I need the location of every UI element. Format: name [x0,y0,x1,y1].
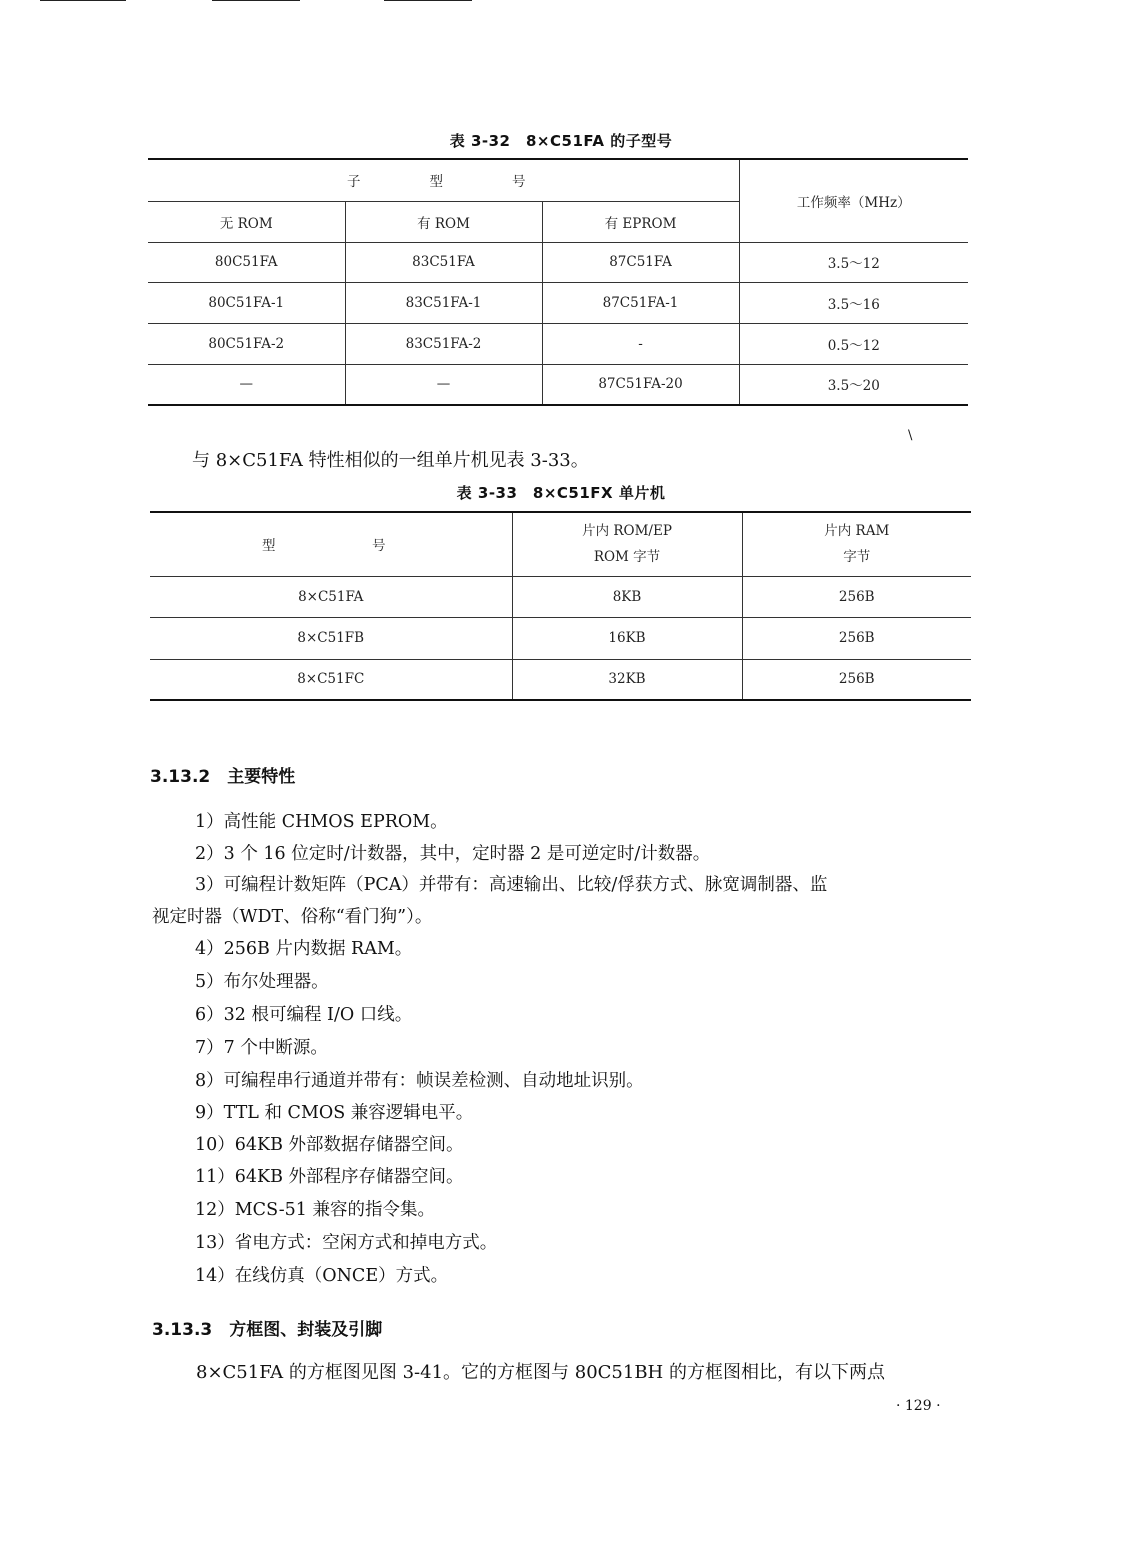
table-row [150,617,971,659]
column-header: 有 EPROM [542,201,739,242]
table-3-32-caption: 表 3-32 8×C51FA 的子型号 [449,132,673,150]
list-item: 12）MCS-51 兼容的指令集。 [195,1200,435,1220]
table-cell: 8×C51FB [150,617,512,659]
table-row [148,242,968,282]
list-item: 9）TTL 和 CMOS 兼容逻辑电平。 [195,1103,474,1123]
table-row [150,576,971,617]
table-cell: 87C51FA-20 [542,364,739,405]
page-number: · 129 · [896,1398,941,1414]
table-cell: — [345,364,542,405]
list-item: 13）省电方式：空闲方式和掉电方式。 [195,1233,498,1253]
frequency-header: 工作频率（MHz） [796,194,911,211]
table-cell: 256B [742,659,971,700]
rom-header: 片内 ROM/EP ROM 字节 [512,512,742,576]
table-cell: 256B [742,617,971,659]
stray-mark: \ [908,428,913,443]
table-row [148,323,968,364]
list-item: 5）布尔处理器。 [195,972,329,992]
table-cell: 8KB [512,576,742,617]
list-item: 4）256B 片内数据 RAM。 [195,939,413,959]
table-cell: 3.5～12 [739,242,968,282]
scan-mark [40,0,126,1]
table-3-32 [148,158,968,406]
body-paragraph: 8×C51FA 的方框图见图 3-41。它的方框图与 80C51BH 的方框图相比，有以下两点 [196,1362,885,1383]
list-item: 2）3 个 16 位定时/计数器，其中，定时器 2 是可逆定时/计数器。 [195,844,711,864]
table-cell: 0.5～12 [739,323,968,364]
scan-mark [384,0,472,1]
table-cell: 83C51FA-2 [345,323,542,364]
section-heading-3-13-3: 3.13.3 方框图、封装及引脚 [152,1320,383,1340]
table-cell: 3.5～16 [739,282,968,323]
table-cell: 32KB [512,659,742,700]
model-header: 型 号 [150,512,512,576]
list-item: 3）可编程计数矩阵（PCA）并带有：高速输出、比较/俘获方式、脉宽调制器、监 [195,875,828,895]
list-item: 视定时器（WDT、俗称“看门狗”）。 [152,907,433,927]
list-item: 7）7 个中断源。 [195,1038,328,1058]
table-cell: 8×C51FA [150,576,512,617]
table-row [148,282,968,323]
table-cell: 87C51FA [542,242,739,282]
table-cell: 8×C51FC [150,659,512,700]
table-3-33-caption: 表 3-33 8×C51FX 单片机 [456,484,666,502]
table-cell: 16KB [512,617,742,659]
table-cell: 256B [742,576,971,617]
table-row [150,659,971,700]
table-cell: 80C51FA [148,242,345,282]
column-header: 无 ROM [148,201,345,242]
table-3-33 [150,511,971,701]
table-cell: 3.5～20 [739,364,968,405]
scan-mark [212,0,300,1]
intro-paragraph: 与 8×C51FA 特性相似的一组单片机见表 3-33。 [192,450,589,471]
list-item: 1）高性能 CHMOS EPROM。 [195,812,448,832]
list-item: 8）可编程串行通道并带有：帧误差检测、自动地址识别。 [195,1071,644,1091]
column-header: 有 ROM [345,201,542,242]
table-cell: — [148,364,345,405]
list-item: 10）64KB 外部数据存储器空间。 [195,1135,464,1155]
list-item: 6）32 根可编程 I/O 口线。 [195,1005,413,1025]
list-item: 14）在线仿真（ONCE）方式。 [195,1266,449,1286]
table-row [148,364,968,405]
table-cell: 80C51FA-2 [148,323,345,364]
ram-header: 片内 RAM 字节 [824,523,890,566]
table-cell: 83C51FA [345,242,542,282]
section-heading-3-13-2: 3.13.2 主要特性 [150,767,296,787]
table-cell: 80C51FA-1 [148,282,345,323]
subtype-group-header: 子 型 号 [148,159,739,201]
table-cell: 83C51FA-1 [345,282,542,323]
list-item: 11）64KB 外部程序存储器空间。 [195,1167,464,1187]
table-cell: 87C51FA-1 [542,282,739,323]
table-cell: - [542,323,739,364]
